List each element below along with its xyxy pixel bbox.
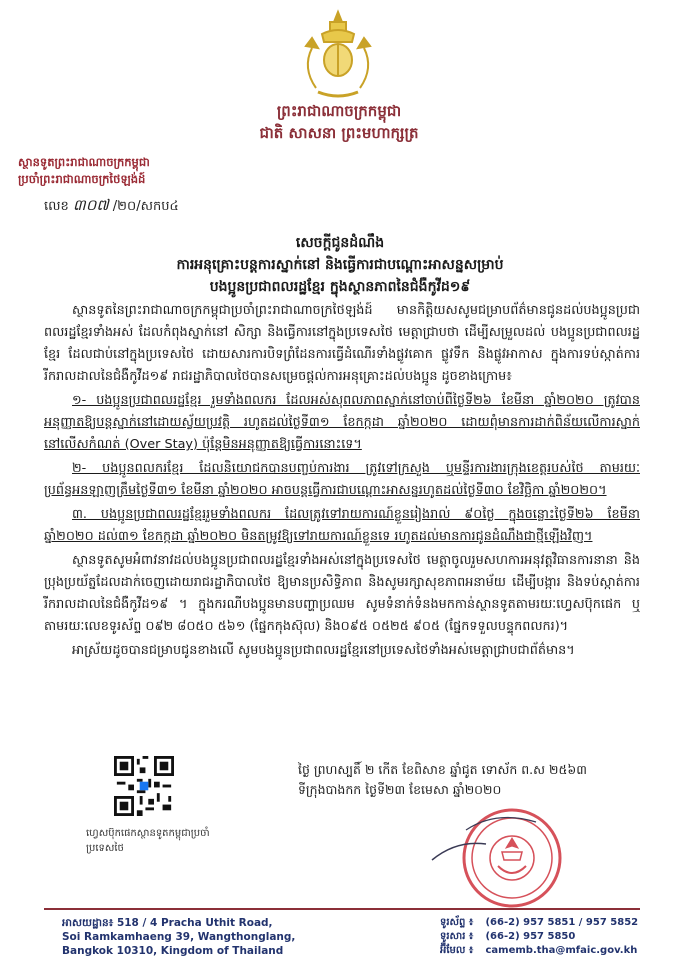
solar-date: ទីក្រុងបាងកក ថ្ងៃទី២៣ ខែមេសា ឆ្នាំ២០២០ <box>298 782 502 797</box>
intro-paragraph: ស្ថានទូតនៃព្រះរាជាណាចក្រកម្ពុជាប្រចាំព្រះរាជាណាចក្រថៃឡង់ដ៍ មានកិត្តិយសសូមជម្រាបព័ត៌មានជូនដល់បងប្អូនប្រជាពលរដ្ឋខ្មែរទាំងអស់ ដែលកំពុងស្នាក់នៅ សិក្សា និងធ្វើការនៅក្នុងប្រទេសថៃ មេត្តាជ្រាបថា ដើម្បីសម្រួលដល់ បងប្អូនប្រជាពលរដ្ឋខ្មែរ ដែលជាប់នៅក្នុងប្រទេសថៃ ដោយសារការបិទព្រំដែនការធ្វើដំណើរទាំងផ្លូវគោក ផ្លូវទឹក និងផ្លូវអាកាស ក្នុងការទប់ស្កាត់ការរីករាលដាលនៃជំងឺកូវីដ១៩ រាជរដ្ឋាភិបាលថៃបានសម្រេចផ្តល់ការអនុគ្រោះដល់បងប្អូន ដូចខាងក្រោម៖ <box>44 303 641 384</box>
kingdom-title <box>200 100 478 144</box>
reference-prefix: លេខ <box>44 199 69 214</box>
phone-value: (66-2) 957 5851 / 957 5852 <box>485 917 639 928</box>
advice-paragraph: ស្ថានទូតសូមអំពាវនាវដល់បងប្អូនប្រជាពលរដ្ឋខ្មែរទាំងអស់នៅក្នុងប្រទេសថៃ មេត្តាចូលរួមសហការអនុវត្តវិធានការនានា និងប្រុងប្រយ័ត្នដែលដាក់ចេញដោយរាជរដ្ឋាភិបាលថៃ ឱ្យមានប្រសិទ្ធិភាព និងសូមរក្សាសុខភាពអនាម័យ ដើម្បីបង្ការ និងទប់ស្កាត់ការរីករាលដាលនៃជំងឺកូវីដ១៩ ។ ក្នុងករណីបងប្អូនមានបញ្ហាប្រឈម សូមទំនាក់ទំនងមកកាន់ស្ថានទូតតាមរយៈហ្វេសប៊ុកផេក ឬតាមរយៈលេខទូរស័ព្ទ ០៩២ ៨០៥០ ៥៦១ (ផ្នែកកុងស៊ុល) និង០៩៥ ០៥២៥ ៩០៥ (ផ្នែកទទួលបន្ទុកពលករ)។ <box>44 553 640 634</box>
qr-caption: ហ្វេសប៊ុកផេកស្ថានទូតកម្ពុជាប្រចាំប្រទេសថៃ <box>86 828 210 854</box>
address-line-2: Soi Ramkamhaeng 39, Wangthonglang, <box>62 931 296 943</box>
phone-label: ទូរស័ព្ទ ៖ <box>440 917 474 928</box>
closing-paragraph: អាស្រ័យដូចបានជម្រាបជូនខាងលើ សូមបងប្អូនប្រជាពលរដ្ឋខ្មែរនៅប្រទេសថៃទាំងអស់មេត្តាជ្រាបជាព័ត៌មាន។ <box>72 643 575 658</box>
royal-emblem-icon <box>292 8 384 100</box>
address-line-1: 518 / 4 Pracha Uthit Road, <box>116 917 273 929</box>
reference-suffix: /២០/សកប៤ <box>112 199 179 214</box>
email-row[interactable] <box>440 944 676 958</box>
fax-value: (66-2) 957 5850 <box>485 931 576 942</box>
item-1-paragraph: ១- បងប្អូនប្រជាពលរដ្ឋខ្មែរ រួមទាំងពលករ ដែលអស់សុពលភាពស្នាក់នៅចាប់ពីថ្ងៃទី២៦ ខែមីនា ឆ្នាំ២០២០ ត្រូវបានអនុញ្ញាតឱ្យបន្តស្នាក់នៅដោយស្វ័យប្រវត្តិ រហូតដល់ថ្ងៃទី៣១ ខែកក្កដា ឆ្នាំ២០២០ ដោយពុំមានការដាក់ពិន័យលើការស្នាក់នៅលើសកំណត់ (Over Stay) ប៉ុន្តែមិនអនុញ្ញាតឱ្យធ្វើការនោះទេ។ <box>44 393 640 452</box>
embassy-name <box>18 154 238 188</box>
fax-label: ទូរសារ ៖ <box>440 931 474 942</box>
footer-contact <box>440 916 676 958</box>
reference-handwritten-number: ៣០៧ <box>72 196 109 214</box>
title-line-3: បងប្អូនប្រជាពលរដ្ឋខ្មែរ ក្នុងស្ថានភាពនៃជំងឺកូវីដ១៩ <box>209 279 471 295</box>
embassy-line-2: ប្រចាំព្រះរាជាណាចក្រថៃឡង់ដ៍ <box>18 172 146 186</box>
phone-row <box>440 916 676 930</box>
title-line-2: ការអនុគ្រោះបន្តការស្នាក់នៅ និងធ្វើការជាបណ្តោះអាសន្នសម្រាប់ <box>176 257 504 273</box>
email-value[interactable]: camemb.tha@mfaic.gov.kh <box>485 945 638 956</box>
footer-address <box>62 916 322 958</box>
official-seal-icon <box>426 800 580 910</box>
footer-divider <box>44 908 640 910</box>
item-2-paragraph: ២- បងប្អូនពលករខ្មែរ ដែលនិយោជកបានបញ្ចប់ការងារ ត្រូវទៅក្រសួង ឬមន្ទីរការងារក្រុងខេត្តរបស់ថៃ តាមរយៈ ប្រព័ន្ធអនឡាញត្រឹមថ្ងៃទី៣១ ខែមីនា ឆ្នាំ២០២០ អាចបន្តធ្វើការជាបណ្តោះអាសន្នរហូតដល់ថ្ងៃទី៣០ ខែវិច្ឆិកា ឆ្នាំ២០២០។ <box>44 461 640 498</box>
item-3-paragraph: ៣. បងប្អូនប្រជាពលរដ្ឋខ្មែររួមទាំងពលករ ដែលត្រូវទៅរាយការណ៍ខ្លួនរៀងរាល់ ៩០ថ្ងៃ ក្នុងចន្លោះថ្ងៃទី២៦ ខែមីនា ឆ្នាំ២០២០ ដល់៣១ ខែកក្កដា ឆ្នាំ២០២០ មិនតម្រូវឱ្យទៅរាយការណ៍ខ្លួនទេ រហូតដល់មានការជូនដំណឹងជាថ្មីឡើងវិញ។ <box>44 507 640 544</box>
fax-row <box>440 930 676 944</box>
document-body <box>44 300 640 664</box>
kingdom-line-1: ព្រះរាជាណាចក្រកម្ពុជា <box>276 102 402 120</box>
address-line-3: Bangkok 10310, Kingdom of Thailand <box>62 945 284 957</box>
kingdom-line-2: ជាតិ សាសនា ព្រះមហាក្សត្រ <box>259 124 419 142</box>
qr-code-icon <box>114 756 174 816</box>
address-label: អាសយដ្ឋាន៖ <box>62 917 114 929</box>
lunar-date: ថ្ងៃ ព្រហស្បតិ៍ ២ កើត ខែពិសាខ ឆ្នាំជូត ទោស័ក ព.ស ២៥៦៣ <box>298 762 587 777</box>
embassy-line-1: ស្ថានទូតព្រះរាជាណាចក្រកម្ពុជា <box>18 155 150 169</box>
title-line-1: សេចក្តីជូនដំណឹង <box>295 235 385 251</box>
reference-number <box>44 196 179 218</box>
document-title <box>90 232 590 298</box>
date-block <box>298 760 638 800</box>
email-label: អ៊ីមែល ៖ <box>440 945 474 956</box>
